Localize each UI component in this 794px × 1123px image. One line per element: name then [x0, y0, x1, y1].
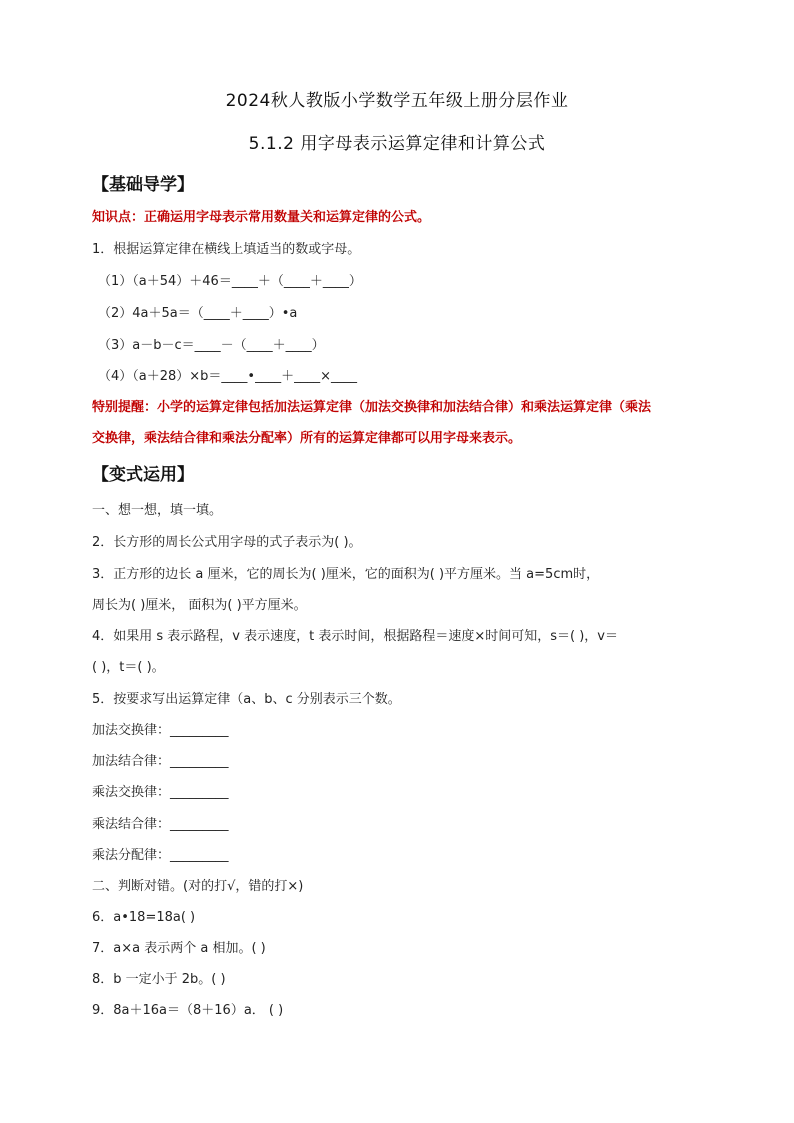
question-1-part-4: （4）（a＋28）×b＝____•____＋____×____	[98, 369, 357, 384]
question-3-line-2: 周长为( )厘米， 面积为( )平方厘米。	[92, 598, 307, 613]
question-3-line-1: 3．正方形的边长 a 厘米，它的周长为( )厘米，它的面积为( )平方厘米。当 a=5cm时，	[92, 567, 600, 582]
section-basic-heading: 【基础导学】	[92, 175, 194, 195]
question-2: 2．长方形的周长公式用字母的式子表示为( )。	[92, 535, 362, 550]
part-1-heading: 一、想一想，填一填。	[92, 503, 223, 518]
law-addition-commutative: 加法交换律：_________	[92, 723, 229, 738]
part-2-heading: 二、判断对错。(对的打√，错的打×)	[92, 879, 304, 894]
special-tip-line-2: 交换律，乘法结合律和乘法分配率）所有的运算定律都可以用字母来表示。	[92, 431, 522, 446]
question-5: 5．按要求写出运算定律（a、b、c 分别表示三个数。	[92, 692, 401, 707]
section-apply-heading: 【变式运用】	[92, 465, 194, 485]
question-6: 6．a•18=18a( )	[92, 910, 196, 925]
lesson-subtitle: 5.1.2 用字母表示运算定律和计算公式	[248, 134, 546, 154]
law-multiplication-distributive: 乘法分配律：_________	[92, 848, 229, 863]
law-multiplication-commutative: 乘法交换律：_________	[92, 785, 229, 800]
question-9: 9．8a＋16a＝（8＋16）a． ( )	[92, 1003, 284, 1018]
question-1-part-3: （3）a－b－c＝____－（____＋____）	[98, 338, 325, 353]
law-addition-associative: 加法结合律：_________	[92, 754, 229, 769]
question-4-line-2: ( )，t＝( )。	[92, 660, 165, 675]
worksheet-title: 2024秋人教版小学数学五年级上册分层作业	[225, 91, 569, 111]
law-multiplication-associative: 乘法结合律：_________	[92, 817, 229, 832]
question-4-line-1: 4．如果用 s 表示路程，v 表示速度，t 表示时间，根据路程＝速度×时间可知，s＝( )，v＝	[92, 629, 618, 644]
special-tip-line-1: 特别提醒：小学的运算定律包括加法运算定律（加法交换律和加法结合律）和乘法运算定律（乘法	[92, 400, 652, 415]
question-1-part-1: （1）（a＋54）＋46＝____＋（____＋____）	[98, 274, 362, 289]
question-8: 8．b 一定小于 2b。( )	[92, 972, 226, 987]
knowledge-point: 知识点：正确运用字母表示常用数量关和运算定律的公式。	[92, 210, 431, 225]
question-1-part-2: （2）4a＋5a＝（____＋____）•a	[98, 306, 298, 321]
question-1: 1．根据运算定律在横线上填适当的数或字母。	[92, 242, 361, 257]
question-7: 7．a×a 表示两个 a 相加。( )	[92, 941, 266, 956]
